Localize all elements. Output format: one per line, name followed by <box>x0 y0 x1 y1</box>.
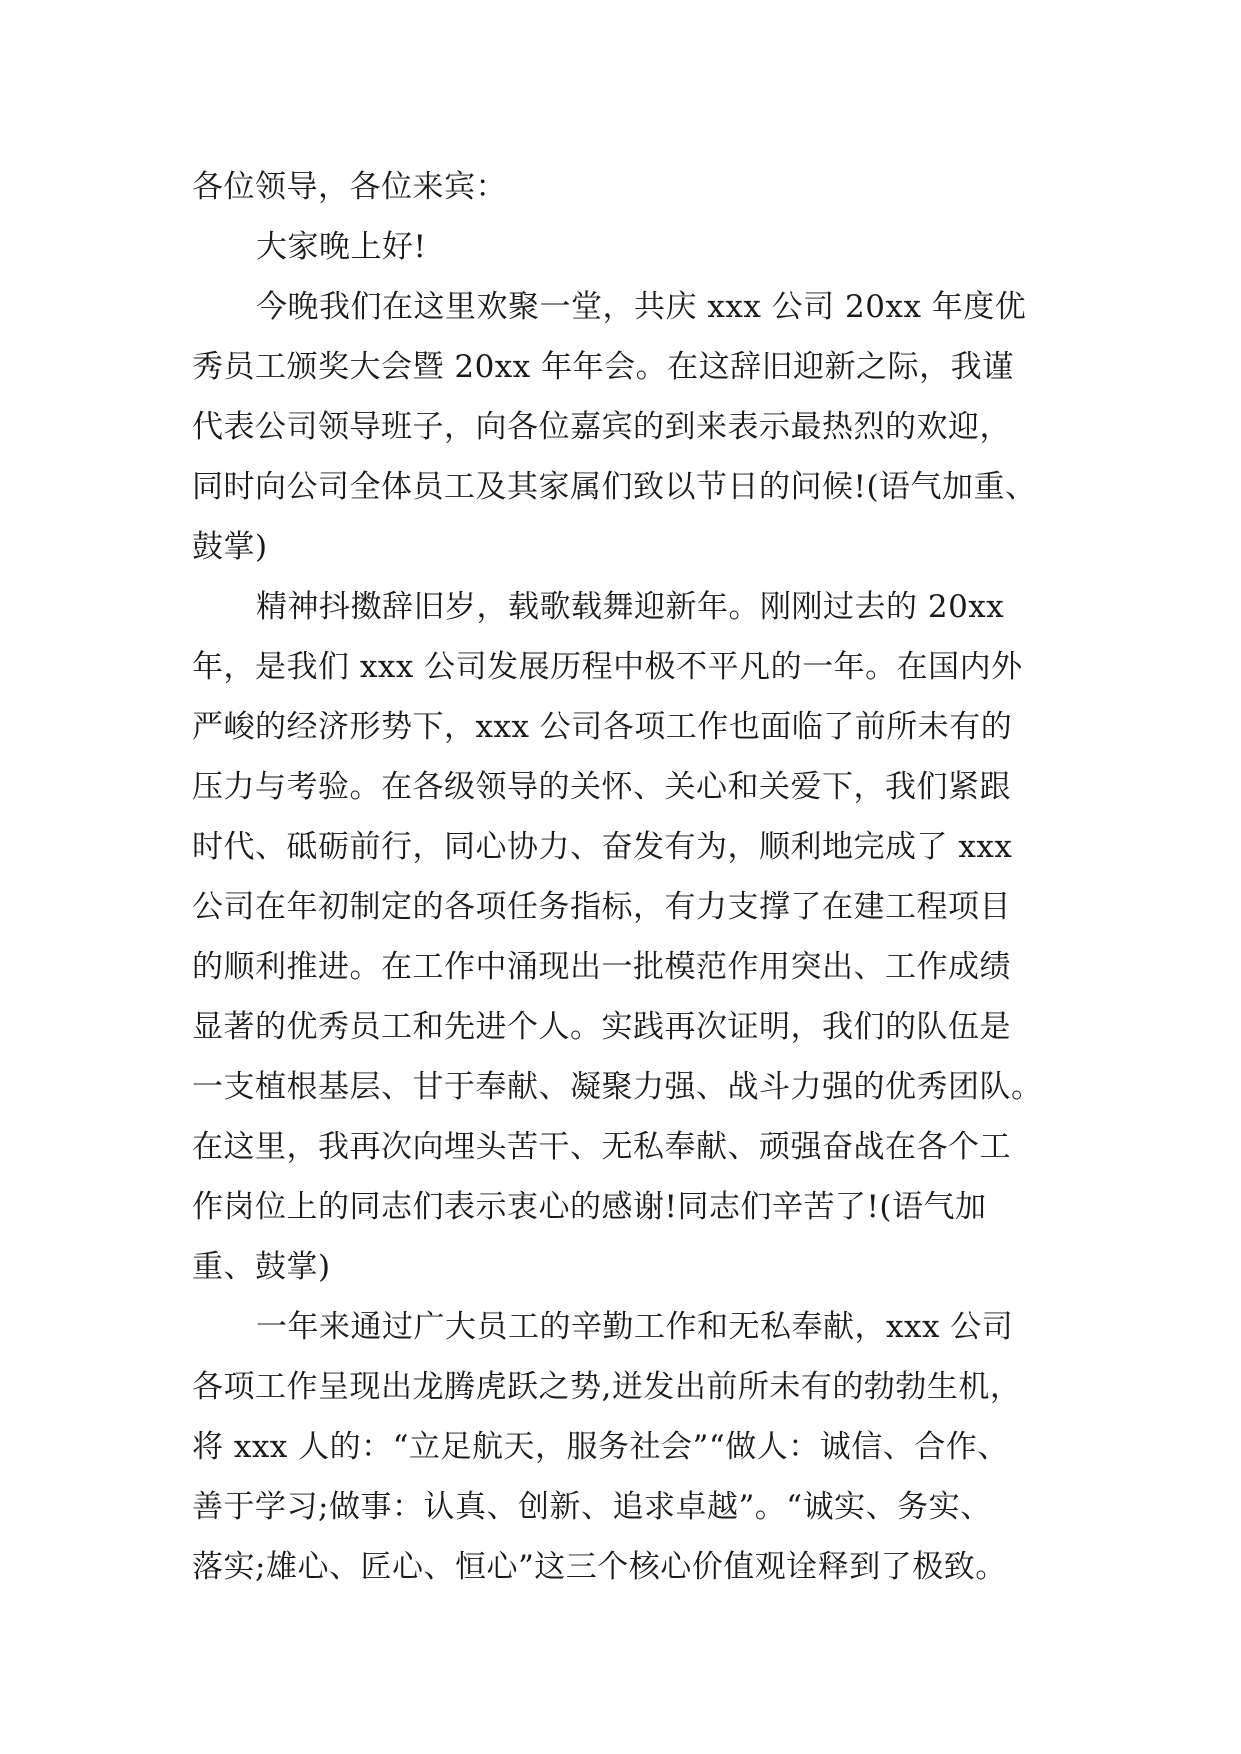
paragraph-line: 各项工作呈现出龙腾虎跃之势,迸发出前所未有的勃勃生机， <box>192 1369 1022 1405</box>
paragraph-line: 年，是我们 xxx 公司发展历程中极不平凡的一年。在国内外 <box>192 649 1023 685</box>
paragraph-line: 压力与考验。在各级领导的关怀、关心和关爱下，我们紧跟 <box>192 769 1011 805</box>
paragraph-line: 的顺利推进。在工作中涌现出一批模范作用突出、工作成绩 <box>192 949 1011 985</box>
paragraph-line: 精神抖擞辞旧岁，载歌载舞迎新年。刚刚过去的 20xx <box>256 589 1005 625</box>
paragraph-line: 在这里，我再次向埋头苦干、无私奉献、顽强奋战在各个工 <box>192 1129 1011 1165</box>
paragraph-line: 时代、砥砺前行，同心协力、奋发有为，顺利地完成了 xxx <box>192 829 1013 865</box>
paragraph-line: 秀员工颁奖大会暨 20xx 年年会。在这辞旧迎新之际，我谨 <box>192 349 1014 385</box>
paragraph-line: 同时向公司全体员工及其家属们致以节日的问候!(语气加重、 <box>192 469 1037 505</box>
paragraph-line: 一年来通过广大员工的辛勤工作和无私奉献，xxx 公司 <box>256 1309 1014 1345</box>
paragraph-line: 一支植根基层、甘于奉献、凝聚力强、战斗力强的优秀团队。 <box>192 1069 1043 1105</box>
paragraph-line: 公司在年初制定的各项任务指标，有力支撑了在建工程项目 <box>192 889 1011 925</box>
paragraph-line: 严峻的经济形势下，xxx 公司各项工作也面临了前所未有的 <box>192 709 1013 745</box>
paragraph-line: 将 xxx 人的：“立足航天，服务社会”“做人：诚信、合作、 <box>192 1429 1009 1465</box>
paragraph-line: 重、鼓掌) <box>192 1249 331 1285</box>
paragraph-line: 落实;雄心、匠心、恒心”这三个核心价值观诠释到了极致。 <box>192 1549 1007 1585</box>
paragraph-line: 显著的优秀员工和先进个人。实践再次证明，我们的队伍是 <box>192 1009 1011 1045</box>
paragraph-line: 代表公司领导班子，向各位嘉宾的到来表示最热烈的欢迎， <box>192 409 1011 445</box>
salutation: 各位领导，各位来宾： <box>192 169 507 205</box>
paragraph-line: 善于学习;做事：认真、创新、追求卓越”。“诚实、务实、 <box>192 1489 992 1525</box>
paragraph-line: 鼓掌) <box>192 529 268 565</box>
paragraph-line: 今晚我们在这里欢聚一堂，共庆 xxx 公司 20xx 年度优 <box>256 289 1027 325</box>
paragraph-line: 作岗位上的同志们表示衷心的感谢!同志们辛苦了!(语气加 <box>192 1189 987 1225</box>
greeting: 大家晚上好! <box>256 229 427 265</box>
